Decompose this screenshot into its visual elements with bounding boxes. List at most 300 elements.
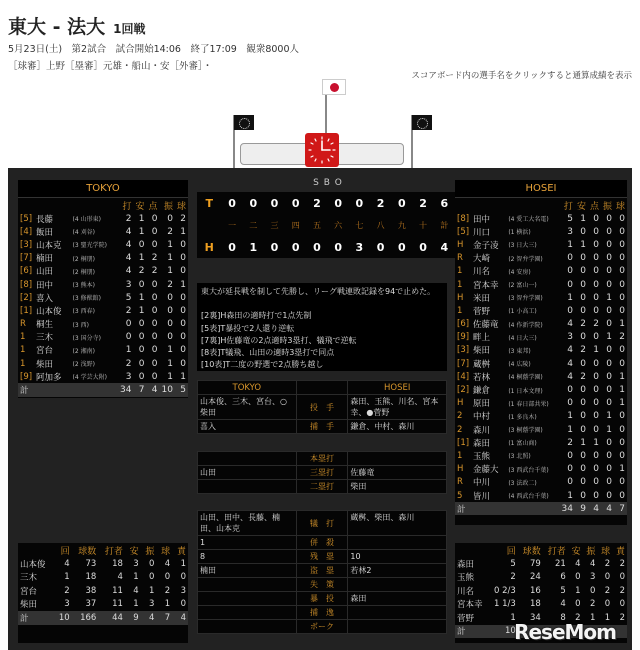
player-name-link[interactable]: 田中 bbox=[473, 214, 491, 225]
inning-label: 十 bbox=[419, 220, 428, 230]
pitcher-name-link[interactable]: 宮台 bbox=[20, 586, 38, 597]
batter-row bbox=[455, 357, 627, 370]
player-name-link[interactable]: 田中 bbox=[36, 280, 54, 291]
stat-cell: 5 bbox=[125, 292, 132, 303]
position: [1] bbox=[20, 305, 33, 316]
school: (4 作新学院) bbox=[508, 321, 543, 329]
stat-cell: 2 bbox=[180, 213, 186, 224]
player-list bbox=[348, 536, 447, 550]
batting-header: 振 bbox=[602, 201, 612, 212]
details-row bbox=[198, 592, 447, 606]
stat-cell: 3 bbox=[125, 279, 132, 290]
stat-cell: 1 bbox=[510, 612, 516, 623]
player-name-link[interactable]: 畔上 bbox=[473, 333, 491, 344]
stat-cell: 0 bbox=[593, 239, 599, 250]
hint-text: スコアボード内の選手名をクリックすると通算成績を表示 bbox=[411, 71, 632, 81]
player-name-link[interactable]: 佐藤竜 bbox=[473, 320, 499, 331]
school: (3 桐蔭学園) bbox=[508, 427, 543, 435]
stat-cell: 0 bbox=[593, 490, 599, 501]
stat-cell: 1 bbox=[167, 253, 173, 264]
stat-cell: 0 bbox=[180, 292, 186, 303]
school: (4 安房) bbox=[508, 268, 531, 276]
player-name-link[interactable]: 蔵桝 bbox=[473, 359, 491, 370]
stat-cell: 2 bbox=[589, 599, 596, 610]
stat-cell: 0 bbox=[138, 279, 145, 290]
stat-cell: 0 bbox=[606, 279, 612, 290]
player-list bbox=[198, 480, 297, 494]
stat-cell: 3 bbox=[567, 332, 573, 343]
stat-cell: 0 bbox=[151, 345, 158, 356]
pitcher-name-link[interactable]: 森田 bbox=[457, 559, 475, 570]
player-name-link[interactable]: 楠田 bbox=[36, 254, 54, 265]
spacer bbox=[197, 214, 221, 236]
position: [7] bbox=[457, 358, 470, 369]
stat-cell: 0 bbox=[593, 464, 599, 475]
summary-line bbox=[201, 298, 443, 310]
stat-cell: 1 bbox=[580, 239, 586, 250]
player-name-link[interactable]: 飯田 bbox=[36, 227, 54, 238]
player-list: 鎌倉、中村、森川 bbox=[348, 420, 447, 434]
player-name-link[interactable]: 金子凌 bbox=[473, 240, 499, 251]
hosei-batting-panel bbox=[455, 180, 627, 525]
header-spacer bbox=[455, 543, 489, 557]
total-cell: 10 bbox=[161, 385, 173, 396]
stat-cell: 0 bbox=[151, 239, 158, 250]
stat-cell: 0 bbox=[606, 319, 612, 330]
inning-label: 計 bbox=[440, 220, 449, 230]
school: (4 広陵) bbox=[508, 361, 531, 369]
stat-cell: 2 bbox=[164, 585, 171, 596]
inning-runs: 0 bbox=[419, 240, 427, 254]
player-list: 森田、玉熊、川名、宮本幸、●菅野 bbox=[348, 395, 447, 420]
batting-header: 安 bbox=[576, 201, 586, 212]
summary-line: [5表]T暴投で2人還り逆転 bbox=[201, 323, 295, 333]
school: (3 西武台千葉) bbox=[508, 466, 549, 474]
total-cell: 7 bbox=[614, 502, 627, 515]
hosei-batting-table bbox=[455, 198, 627, 515]
position: H bbox=[457, 398, 464, 409]
player-list: 8 bbox=[198, 550, 297, 564]
pitching-header-row bbox=[18, 543, 188, 557]
player-name-link[interactable]: 原田 bbox=[473, 399, 491, 410]
pitching-header: 安 bbox=[129, 546, 139, 557]
stat-cell: 2 bbox=[580, 319, 586, 330]
position: [6] bbox=[457, 319, 470, 330]
player-list bbox=[348, 452, 447, 466]
player-name-link[interactable]: 山本克 bbox=[36, 240, 62, 251]
stat-cell: 0 bbox=[593, 226, 599, 237]
player-list bbox=[198, 592, 297, 606]
stat-cell: 2 bbox=[167, 226, 173, 237]
stat-cell: 0 bbox=[606, 464, 612, 475]
position: [1] bbox=[457, 437, 470, 448]
stat-cell: 0 bbox=[593, 213, 599, 224]
stat-cell: 6 bbox=[560, 572, 566, 583]
school: (2 湘南) bbox=[72, 347, 95, 355]
stat-cell: 73 bbox=[85, 558, 97, 569]
stat-cell: 0 bbox=[619, 437, 625, 448]
total-cell: 9 bbox=[125, 611, 141, 625]
school: (3 修猷館) bbox=[72, 295, 101, 303]
player-name-link[interactable]: 皆川 bbox=[473, 491, 491, 502]
stat-cell: 2 bbox=[593, 319, 599, 330]
pitching-header: 球 bbox=[601, 546, 611, 557]
stat-cell: 0 bbox=[149, 558, 155, 569]
pitcher-name-link[interactable]: 菅野 bbox=[457, 613, 475, 624]
batter-row bbox=[455, 318, 627, 331]
player-name-link[interactable]: 玉熊 bbox=[473, 451, 491, 462]
stat-cell: 0 bbox=[180, 319, 186, 330]
inning-label: 九 bbox=[397, 220, 406, 230]
stat-cell: 37 bbox=[85, 599, 97, 610]
batting-total-row bbox=[18, 383, 188, 396]
category-label: 犠 打 bbox=[296, 511, 348, 536]
player-name-link[interactable]: 山田 bbox=[36, 267, 54, 278]
inning-runs: 0 bbox=[313, 240, 321, 254]
stat-cell: 2 bbox=[151, 253, 158, 264]
stat-cell: 1 bbox=[619, 385, 625, 396]
stat-cell: 0 bbox=[138, 239, 145, 250]
match-title: 東大 - 法大 bbox=[8, 16, 106, 38]
total-cell: 166 bbox=[72, 611, 99, 625]
stat-cell: 5 bbox=[510, 558, 516, 569]
position: H bbox=[457, 292, 464, 303]
battery-table bbox=[197, 380, 447, 434]
stat-cell: 3 bbox=[149, 599, 155, 610]
position: 1 bbox=[457, 305, 463, 316]
details-team-header: TOKYO bbox=[198, 381, 297, 395]
total-cell: 10 bbox=[489, 625, 518, 639]
stat-cell: 0 bbox=[164, 572, 171, 583]
player-name-link[interactable]: 森川 bbox=[473, 425, 491, 436]
pitching-header: 責 bbox=[615, 546, 625, 557]
header-spacer bbox=[18, 198, 118, 212]
batter-row bbox=[455, 278, 627, 291]
stat-cell: 1 bbox=[606, 292, 612, 303]
stat-cell: 1 bbox=[593, 437, 599, 448]
stat-cell: 0 bbox=[180, 345, 186, 356]
batting-total-row bbox=[455, 502, 627, 515]
stat-cell: 1 bbox=[567, 424, 573, 435]
stat-cell: 0 bbox=[593, 385, 599, 396]
player-name-link[interactable]: 喜入 bbox=[36, 293, 54, 304]
pitcher-name-link[interactable]: 川名 bbox=[457, 586, 475, 597]
stat-cell: 0 bbox=[619, 305, 625, 316]
stat-cell: 2 bbox=[619, 612, 625, 623]
stat-cell: 0 bbox=[580, 253, 586, 264]
stat-cell: 1 bbox=[138, 305, 145, 316]
batter-row bbox=[18, 344, 188, 357]
pitcher-row bbox=[18, 584, 188, 598]
summary-line: [8表]T犠飛、山田の適時3塁打で同点 bbox=[201, 348, 335, 358]
player-list bbox=[348, 620, 447, 634]
player-name-link[interactable]: 鎌倉 bbox=[473, 386, 491, 397]
player-name-link[interactable]: 大崎 bbox=[473, 254, 491, 265]
stat-cell: 79 bbox=[529, 558, 541, 569]
stat-cell: 0 bbox=[593, 358, 599, 369]
stat-cell: 2 bbox=[151, 266, 158, 277]
line-score-row bbox=[197, 236, 455, 258]
stat-cell: 0 bbox=[138, 358, 145, 369]
school: (1 春日部共栄) bbox=[508, 400, 549, 408]
stat-cell: 0 bbox=[593, 332, 599, 343]
stat-cell: 0 bbox=[580, 279, 586, 290]
category-label: 捕 逸 bbox=[296, 606, 348, 620]
stat-cell: 0 bbox=[151, 292, 158, 303]
player-name-link[interactable]: 中村 bbox=[473, 412, 491, 423]
stat-cell: 3 bbox=[589, 572, 596, 583]
stat-cell: 4 bbox=[125, 266, 132, 277]
stat-cell: 0 bbox=[180, 266, 186, 277]
category-label: ボーク bbox=[296, 620, 348, 634]
player-name-link[interactable]: 長藤 bbox=[36, 214, 54, 225]
school: (3 西春) bbox=[72, 308, 95, 316]
stat-cell: 0 bbox=[606, 266, 612, 277]
stat-cell: 1 bbox=[580, 213, 586, 224]
position: [3] bbox=[457, 345, 470, 356]
player-name-link[interactable]: 金藤大 bbox=[473, 465, 499, 476]
batter-row bbox=[455, 436, 627, 449]
stat-cell: 0 bbox=[619, 424, 625, 435]
stat-cell: 4 bbox=[567, 345, 573, 356]
inning-runs: 2 bbox=[376, 196, 385, 210]
stat-cell: 0 bbox=[619, 213, 625, 224]
summary-line: 東大が延長戦を制して先勝し、リーグ戦連敗記録を94で止めた。 bbox=[201, 287, 436, 296]
stat-cell: 2 bbox=[619, 585, 625, 596]
position: 1 bbox=[457, 279, 463, 290]
position: [4] bbox=[20, 226, 33, 237]
stat-cell: 0 bbox=[606, 239, 612, 250]
stat-cell: 4 bbox=[125, 253, 132, 264]
stat-cell: 2 bbox=[125, 358, 132, 369]
category-label: 暴 投 bbox=[296, 592, 348, 606]
stat-cell: 0 bbox=[606, 305, 612, 316]
stat-cell: 1 bbox=[606, 411, 612, 422]
total-cell: 4 bbox=[172, 611, 188, 625]
stat-cell: 0 bbox=[151, 279, 158, 290]
player-name-link[interactable]: 中川 bbox=[473, 478, 491, 489]
school: (3 智弁学園) bbox=[508, 295, 543, 303]
batter-row bbox=[455, 410, 627, 423]
batter-row bbox=[18, 331, 188, 344]
stat-cell: 1 bbox=[167, 358, 173, 369]
page-title bbox=[8, 12, 145, 39]
stat-cell: 2 bbox=[604, 585, 611, 596]
total-cell: 44 bbox=[98, 611, 125, 625]
player-name-link[interactable]: 三木 bbox=[36, 333, 54, 344]
stat-cell: 0 bbox=[125, 319, 132, 330]
batting-header: 打 bbox=[122, 201, 132, 212]
player-name-link[interactable]: 菅野 bbox=[473, 306, 491, 317]
batter-row bbox=[455, 291, 627, 304]
pitcher-row bbox=[455, 584, 627, 598]
pitcher-name-link[interactable]: 柴田 bbox=[20, 600, 38, 611]
stat-cell: 0 bbox=[619, 358, 625, 369]
stat-cell: 0 bbox=[606, 490, 612, 501]
stat-cell: 2 bbox=[138, 266, 145, 277]
pitching-header: 振 bbox=[145, 546, 155, 557]
player-name-link[interactable]: 山本俊 bbox=[36, 306, 62, 317]
batter-row bbox=[455, 423, 627, 436]
pitcher-row bbox=[455, 598, 627, 612]
inning-runs: 0 bbox=[249, 196, 258, 210]
pitching-header: 球 bbox=[161, 546, 171, 557]
batter-row bbox=[18, 225, 188, 238]
player-list: 10 bbox=[348, 550, 447, 564]
stat-cell: 0 bbox=[606, 477, 612, 488]
pitching-header: 安 bbox=[571, 546, 581, 557]
stat-cell: 16 bbox=[529, 585, 541, 596]
stat-cell: 3 bbox=[64, 599, 70, 610]
position: [3] bbox=[20, 239, 33, 250]
pitcher-name-link[interactable]: 三木 bbox=[20, 573, 38, 584]
stat-cell: 0 bbox=[575, 599, 581, 610]
school: (3 法政二) bbox=[508, 479, 537, 487]
stat-cell: 0 bbox=[151, 371, 158, 382]
japan-flag-icon bbox=[322, 79, 346, 95]
player-list: 若林2 bbox=[348, 564, 447, 578]
inning-runs: 3 bbox=[355, 240, 364, 254]
stat-cell: 0 bbox=[580, 292, 586, 303]
stat-cell: 1 bbox=[167, 266, 173, 277]
stat-cell: 1 bbox=[138, 292, 145, 303]
stat-cell: 1 bbox=[133, 599, 139, 610]
stat-cell: 0 bbox=[619, 599, 625, 610]
school: (4 学芸大附) bbox=[72, 374, 107, 382]
stat-cell: 0 bbox=[580, 477, 586, 488]
stat-cell: 18 bbox=[112, 558, 123, 569]
extra-base-hits-table bbox=[197, 451, 447, 494]
player-name-link[interactable]: 阿加多 bbox=[36, 372, 62, 383]
player-name-link[interactable]: 柴田 bbox=[473, 346, 491, 357]
stat-cell: 1 bbox=[180, 558, 186, 569]
stat-cell: 0 bbox=[606, 385, 612, 396]
player-name-link[interactable]: 桐生 bbox=[36, 320, 54, 331]
position: 5 bbox=[457, 490, 463, 501]
stat-cell: 0 bbox=[593, 398, 599, 409]
stat-cell: 1 bbox=[167, 371, 173, 382]
stat-cell: 0 bbox=[593, 266, 599, 277]
player-name-link[interactable]: 宮本幸 bbox=[473, 280, 499, 291]
batter-row bbox=[455, 331, 627, 344]
stat-cell: 0 bbox=[604, 599, 611, 610]
stat-cell: 0 bbox=[593, 411, 599, 422]
pitcher-name-link[interactable]: 玉熊 bbox=[457, 573, 475, 584]
total-cell: 4 bbox=[601, 502, 614, 515]
stat-cell: 0 bbox=[619, 345, 625, 356]
inning-runs: 0 bbox=[334, 240, 342, 254]
stat-cell: 0 bbox=[567, 385, 573, 396]
pitcher-name-link[interactable]: 宮本幸 bbox=[457, 600, 483, 611]
stat-cell: 0 bbox=[606, 371, 612, 382]
stat-cell: 1 bbox=[606, 424, 612, 435]
line-score-row bbox=[197, 192, 455, 214]
school: (3 熊本) bbox=[72, 282, 95, 290]
stat-cell: 4 bbox=[164, 558, 171, 569]
details-row bbox=[198, 550, 447, 564]
pitcher-name-link[interactable]: 山本俊 bbox=[20, 559, 46, 570]
position: [6] bbox=[20, 266, 33, 277]
stat-cell: 4 bbox=[567, 371, 573, 382]
stat-cell: 1 bbox=[593, 345, 599, 356]
stat-cell: 1 bbox=[149, 585, 155, 596]
player-name-link[interactable]: 川名 bbox=[473, 267, 491, 278]
stat-cell: 38 bbox=[85, 585, 97, 596]
player-name-link[interactable]: 柴田 bbox=[36, 359, 54, 370]
stat-cell: 1 bbox=[567, 239, 573, 250]
stat-cell: 0 bbox=[138, 332, 145, 343]
inning-runs: 0 bbox=[291, 196, 300, 210]
stat-cell: 0 bbox=[149, 572, 155, 583]
player-name-link[interactable]: 川口 bbox=[473, 227, 491, 238]
stat-cell: 0 bbox=[567, 464, 573, 475]
school: (3 西) bbox=[72, 321, 89, 329]
details-team-header: HOSEI bbox=[348, 381, 447, 395]
player-name-link[interactable]: 米田 bbox=[473, 293, 491, 304]
details-row bbox=[198, 480, 447, 494]
total-label: 計 bbox=[455, 502, 559, 515]
stat-cell: 0 bbox=[167, 332, 173, 343]
pitcher-row bbox=[455, 557, 627, 571]
stat-cell: 0 bbox=[589, 585, 596, 596]
summary-line: [10表]T二度の野選で2点勝ち越し bbox=[201, 360, 324, 370]
player-list: 1 bbox=[198, 536, 297, 550]
stat-cell: 2 bbox=[167, 279, 173, 290]
school: (2 智弁学園) bbox=[508, 255, 543, 263]
stat-cell: 0 bbox=[580, 411, 586, 422]
batter-row bbox=[455, 370, 627, 383]
stat-cell: 0 bbox=[580, 305, 586, 316]
league-flag-icon bbox=[234, 115, 254, 130]
stat-cell: 3 bbox=[125, 371, 132, 382]
batter-row bbox=[455, 489, 627, 502]
stat-cell: 1 bbox=[619, 464, 625, 475]
batter-row bbox=[455, 238, 627, 251]
stat-cell: 1 bbox=[619, 319, 625, 330]
header-spacer bbox=[18, 543, 54, 557]
inning-label: 八 bbox=[376, 220, 385, 230]
stat-cell: 0 bbox=[619, 266, 625, 277]
inning-label: 四 bbox=[291, 220, 300, 230]
category-label: 三塁打 bbox=[296, 466, 348, 480]
line-score bbox=[197, 192, 455, 258]
stat-cell: 0 bbox=[567, 266, 573, 277]
player-name-link[interactable]: 若林 bbox=[473, 372, 491, 383]
batting-header: 安 bbox=[135, 201, 145, 212]
stat-cell: 0 bbox=[151, 358, 158, 369]
stat-cell: 1 bbox=[567, 292, 573, 303]
stat-cell: 0 bbox=[593, 477, 599, 488]
stat-cell: 0 bbox=[619, 572, 625, 583]
inning-runs: 2 bbox=[419, 196, 427, 210]
category-label: 本塁打 bbox=[296, 452, 348, 466]
inning-runs: 2 bbox=[313, 196, 321, 210]
player-list bbox=[198, 452, 297, 466]
stat-cell: 4 bbox=[125, 239, 132, 250]
stat-cell: 0 bbox=[138, 371, 145, 382]
player-name-link[interactable]: 宮台 bbox=[36, 346, 54, 357]
pitching-header: 球数 bbox=[522, 546, 541, 557]
total-cell: 4 bbox=[147, 383, 160, 396]
stat-cell: 1 bbox=[606, 332, 612, 343]
pitcher-row bbox=[18, 557, 188, 571]
details-row bbox=[198, 606, 447, 620]
header-spacer bbox=[455, 198, 559, 212]
player-name-link[interactable]: 森田 bbox=[473, 438, 491, 449]
stat-cell: 0 bbox=[593, 450, 599, 461]
school: (2 桐朋) bbox=[72, 268, 95, 276]
stat-cell: 24 bbox=[529, 572, 541, 583]
